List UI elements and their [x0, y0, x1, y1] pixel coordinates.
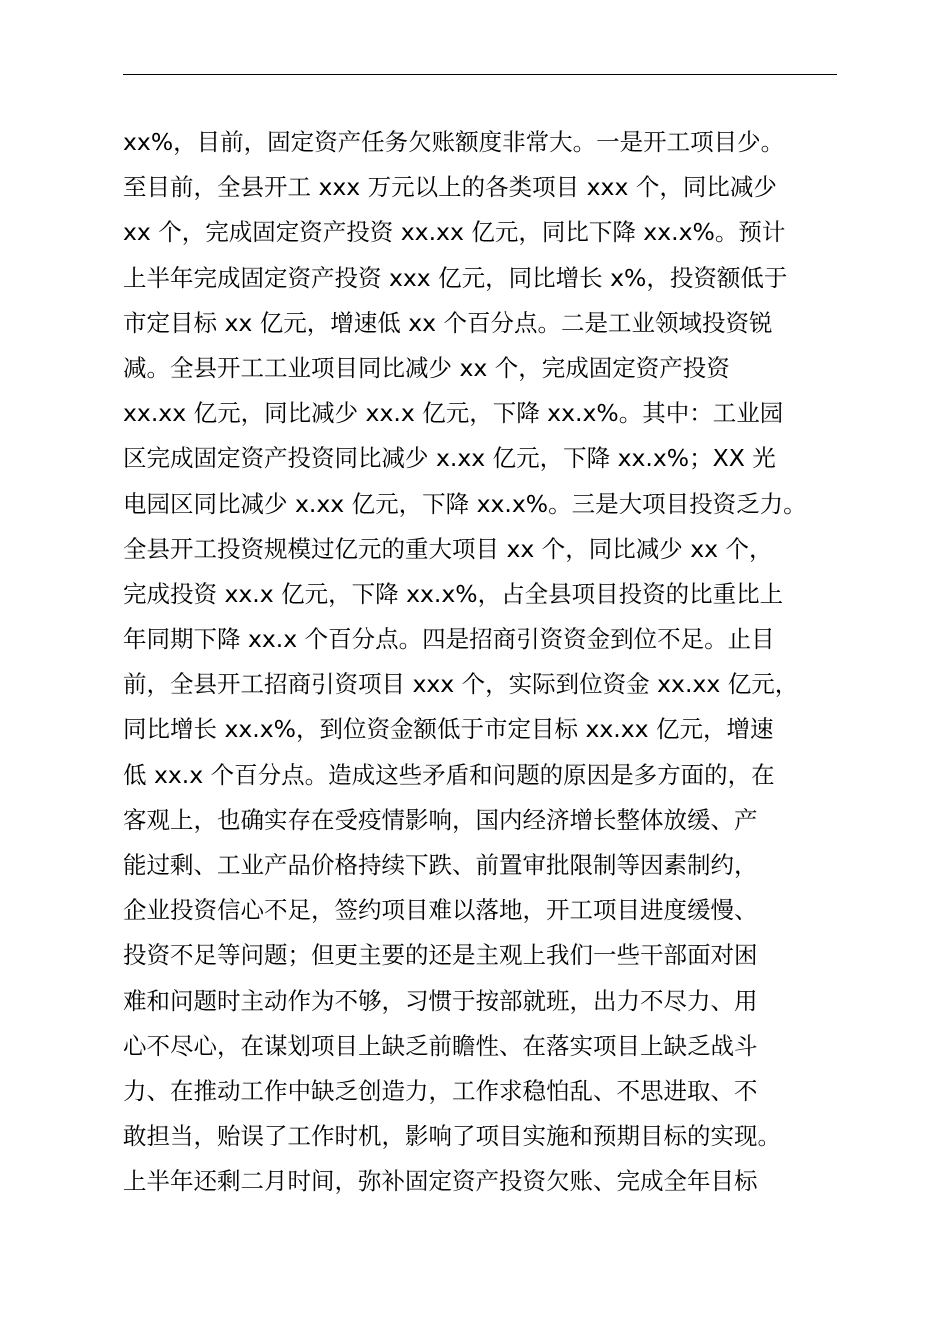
text-line: 企业投资信心不足，签约项目难以落地，开工项目进度缓慢、 [123, 896, 758, 925]
text-line: 减。全县开工工业项目同比减少 xx 个，完成固定资产投资 [123, 353, 730, 382]
text-line: 难和问题时主动作为不够，习惯于按部就班，出力不尽力、用 [123, 986, 758, 1015]
text-line: 投资不足等问题；但更主要的还是主观上我们一些干部面对困 [123, 941, 758, 970]
text-line: 能过剩、工业产品价格持续下跌、前置审批限制等因素制约， [123, 851, 758, 879]
text-line: xx.xx 亿元，同比减少 xx.x 亿元，下降 xx.x%。其中：工业园 [123, 399, 784, 428]
text-line: 低 xx.x 个百分点。造成这些矛盾和问题的原因是多方面的，在 [123, 760, 775, 789]
text-line: 同比增长 xx.x%，到位资金额低于市定目标 xx.xx 亿元，增速 [123, 715, 774, 744]
header-rule [123, 74, 837, 75]
text-line: 上半年完成固定资产投资 xxx 亿元，同比增长 x%，投资额低于 [123, 263, 788, 292]
text-line: 年同期下降 xx.x 个百分点。四是招商引资资金到位不足。止目 [123, 625, 775, 654]
text-line: xx%，目前，固定资产任务欠账额度非常大。一是开工项目少。 [123, 128, 785, 156]
text-line: 全县开工投资规模过亿元的重大项目 xx 个，同比减少 xx 个， [123, 534, 773, 563]
text-line: xx 个，完成固定资产投资 xx.xx 亿元，同比下降 xx.x%。预计 [123, 218, 786, 247]
text-line: 力、在推动工作中缺乏创造力，工作求稳怕乱、不思进取、不 [123, 1076, 758, 1105]
text-line: 电园区同比减少 x.xx 亿元，下降 xx.x%。三是大项目投资乏力。 [123, 489, 807, 518]
body-paragraph [123, 120, 863, 1205]
text-line: 敢担当，贻误了工作时机，影响了项目实施和预期目标的实现。 [123, 1122, 781, 1151]
text-line: 区完成固定资产投资同比减少 x.xx 亿元，下降 xx.x%；XX 光 [123, 444, 776, 473]
text-line: 心不尽心，在谋划项目上缺乏前瞻性、在落实项目上缺乏战斗 [123, 1031, 758, 1060]
text-line: 完成投资 xx.x 亿元，下降 xx.x%，占全县项目投资的比重比上 [123, 579, 784, 608]
text-line: 客观上，也确实存在受疫情影响，国内经济增长整体放缓、产 [123, 805, 758, 834]
text-line: 至目前，全县开工 xxx 万元以上的各类项目 xxx 个，同比减少 [123, 173, 777, 202]
text-line: 市定目标 xx 亿元，增速低 xx 个百分点。二是工业领域投资锐 [123, 308, 773, 337]
text-line: 上半年还剩二月时间，弥补固定资产投资欠账、完成全年目标 [123, 1167, 758, 1196]
text-line: 前，全县开工招商引资项目 xxx 个，实际到位资金 xx.xx 亿元， [123, 670, 799, 699]
